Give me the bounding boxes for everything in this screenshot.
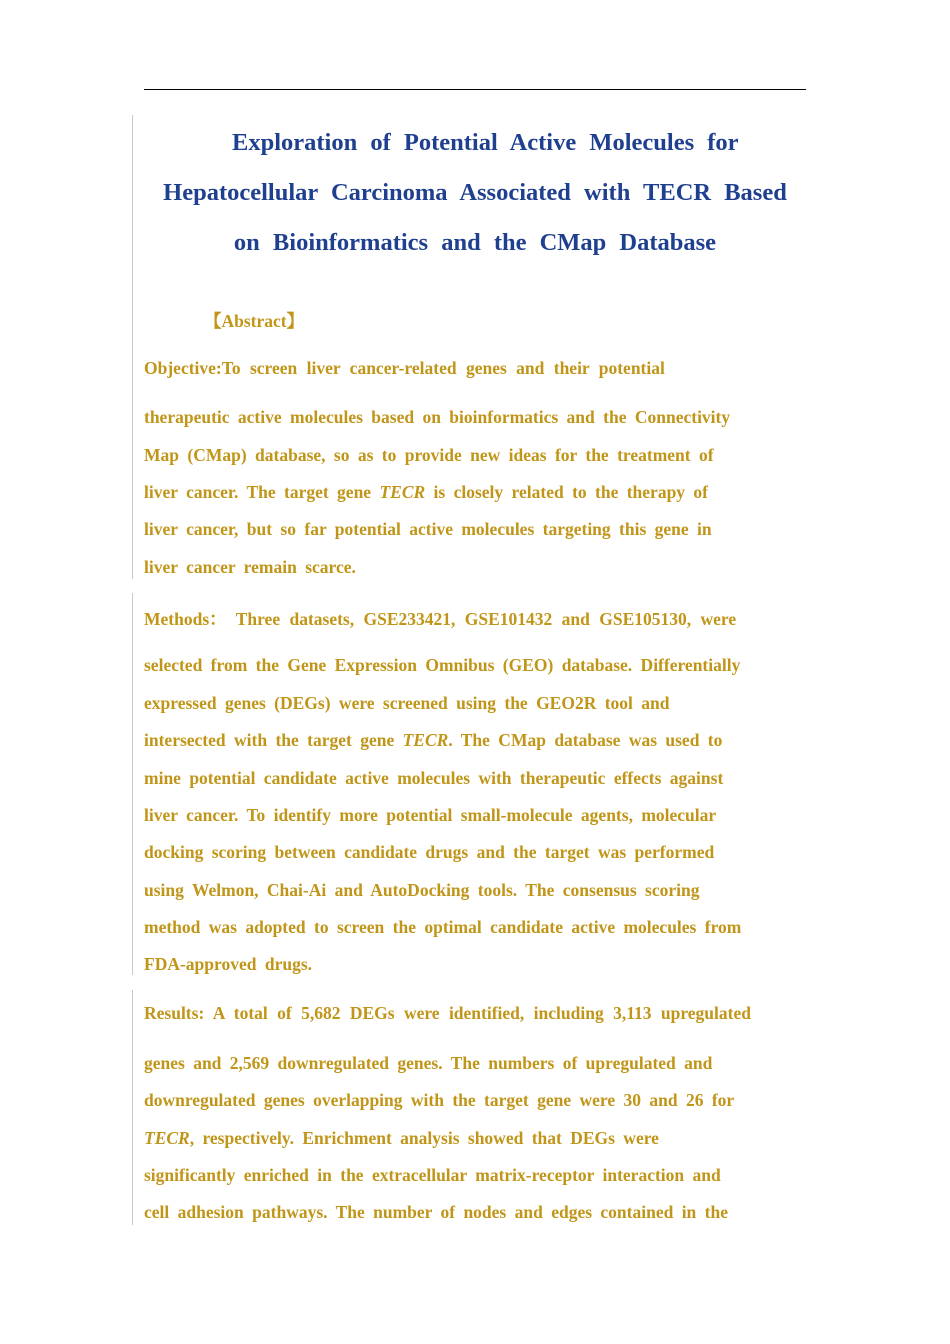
gene-name: TECR <box>402 730 449 750</box>
methods-line-4: intersected with the target gene TECR. The CMap database was used to <box>144 730 723 750</box>
paper-title <box>140 118 810 268</box>
title-line-2: Hepatocellular Carcinoma Associated with TECR Based <box>163 179 787 206</box>
results-line-4: TECR, respectively. Enrichment analysis showed that DEGs were <box>144 1128 659 1148</box>
gene-name: TECR <box>379 482 426 502</box>
objective-line-5: liver cancer, but so far potential active molecules targeting this gene in <box>144 519 712 539</box>
results-line-2: genes and 2,569 downregulated genes. The numbers of upregulated and <box>144 1053 713 1073</box>
margin-bar-methods <box>132 593 133 975</box>
results-line-1: Results: A total of 5,682 DEGs were identified, including 3,113 upregulated <box>144 1003 751 1023</box>
objective-line-4: liver cancer. The target gene TECR is closely related to the therapy of <box>144 482 709 502</box>
results-line-5: significantly enriched in the extracellular matrix-receptor interaction and <box>144 1165 721 1185</box>
methods-line-10: FDA-approved drugs. <box>144 954 313 974</box>
objective-line-3: Map (CMap) database, so as to provide new ideas for the treatment of <box>144 445 714 465</box>
methods-line-5: mine potential candidate active molecules with therapeutic effects against <box>144 768 724 788</box>
top-rule <box>144 89 806 90</box>
abstract-heading: 【Abstract】 <box>204 311 305 331</box>
objective-line-1: Objective:To screen liver cancer-related genes and their potential <box>144 358 665 378</box>
margin-bar-results <box>132 990 133 1225</box>
methods-line-8: using Welmon, Chai-Ai and AutoDocking tools. The consensus scoring <box>144 880 700 900</box>
title-line-1: Exploration of Potential Active Molecules for <box>232 129 739 156</box>
methods-line-2: selected from the Gene Expression Omnibus (GEO) database. Differentially <box>144 655 741 675</box>
methods-line-9: method was adopted to screen the optimal candidate active molecules from <box>144 917 742 937</box>
results-line-3: downregulated genes overlapping with the target gene were 30 and 26 for <box>144 1090 735 1110</box>
methods-line-6: liver cancer. To identify more potential small-molecule agents, molecular <box>144 805 717 825</box>
methods-line-7: docking scoring between candidate drugs and the target was performed <box>144 842 715 862</box>
methods-line-1: Methods： Three datasets, GSE233421, GSE101432 and GSE105130, were <box>144 609 737 629</box>
methods-line-3: expressed genes (DEGs) were screened using the GEO2R tool and <box>144 693 670 713</box>
objective-line-6: liver cancer remain scarce. <box>144 557 356 577</box>
margin-bar-objective <box>132 115 133 579</box>
objective-line-2: therapeutic active molecules based on bioinformatics and the Connectivity <box>144 407 731 427</box>
results-line-6: cell adhesion pathways. The number of nodes and edges contained in the <box>144 1202 728 1222</box>
objective-label: Objective: <box>144 358 222 378</box>
methods-label: Methods： <box>144 609 227 629</box>
title-line-3: on Bioinformatics and the CMap Database <box>233 229 717 256</box>
gene-name: TECR <box>144 1128 190 1148</box>
results-label: Results: <box>144 1003 205 1023</box>
